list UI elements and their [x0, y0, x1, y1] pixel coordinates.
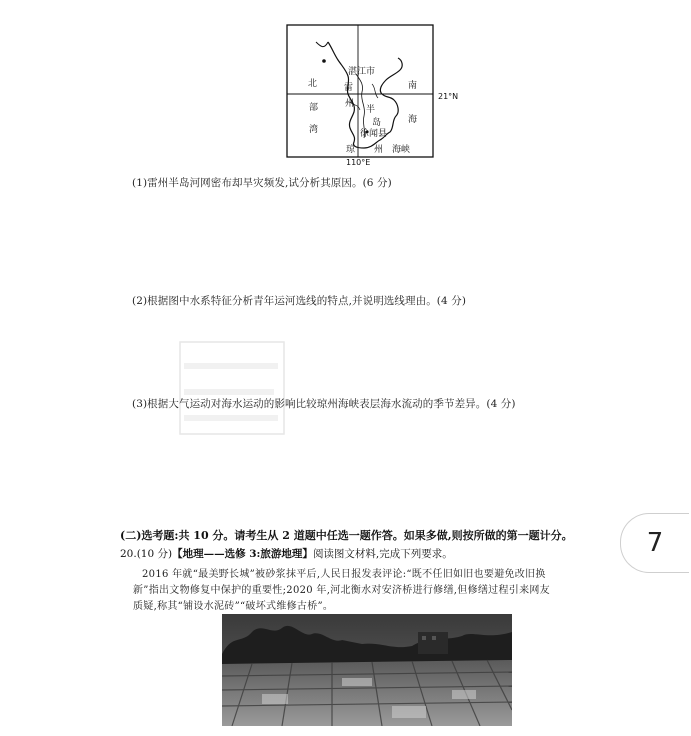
map-label-ban: 半: [366, 105, 376, 115]
map-label-hai: 海: [408, 115, 418, 125]
map-label-dao: 岛: [372, 118, 382, 128]
map-label-haixia: 海峡: [392, 145, 411, 155]
stamp-frame: [178, 340, 286, 436]
question-1: (1)雷州半岛河网密布却旱灾频发,试分析其原因。(6 分): [132, 177, 392, 189]
map-label-wan: 湾: [309, 125, 319, 135]
map-label-lei: 雷: [344, 83, 354, 93]
page-number-badge[interactable]: 7: [620, 513, 689, 573]
map-label-zhanjiang: 湛江市: [348, 67, 376, 77]
question-2: (2)根据图中水系特征分析青年运河选线的特点,并说明选线理由。(4 分): [132, 295, 467, 307]
watermark-stamp: [178, 340, 286, 436]
question-3: (3)根据大气运动对海水运动的影响比较琼州海峡表层海水流动的季节差异。(4 分): [132, 398, 516, 410]
bridge-photo: [222, 614, 512, 726]
question-20-number: 20.(10 分): [120, 548, 173, 560]
q20-paragraph-line-1: 2016 年就“最美野长城”被砂浆抹平后,人民日报发表评论:“既不任旧如旧也要避免改旧换: [142, 569, 546, 580]
map-label-zhou2: 州: [374, 145, 384, 155]
map-label-bei: 北: [308, 79, 318, 89]
question-20-tag: 【地理——选修 3:旅游地理】: [172, 548, 313, 560]
question-20-instruction: 阅读图文材料,完成下列要求。: [312, 548, 453, 560]
bridge-photo-image: [222, 614, 512, 726]
map-label-bu: 部: [309, 103, 319, 113]
longitude-label: 110°E: [346, 158, 371, 167]
map-label-xuwen: 徐闻县: [360, 129, 388, 139]
q20-paragraph-line-2: 新”指出文物修复中保护的重要性;2020 年,河北衡水对安济桥进行修缮,但修缮过程引来网友: [133, 585, 550, 596]
question-20-header: [120, 546, 453, 561]
map-label-zhou: 州: [345, 99, 355, 109]
map-label-nan: 南: [408, 81, 418, 91]
leizhou-peninsula-map: [286, 24, 434, 158]
latitude-label: 21°N: [438, 92, 459, 101]
elective-section-title: (二)选考题:共 10 分。请考生从 2 道题中任选一题作答。如果多做,则按所做的第一题计分。: [120, 529, 573, 542]
map-label-qiong: 琼: [346, 145, 356, 155]
q20-paragraph-line-3: 质疑,称其“铺设水泥砖”“破坏式维修古桥”。: [133, 601, 334, 612]
